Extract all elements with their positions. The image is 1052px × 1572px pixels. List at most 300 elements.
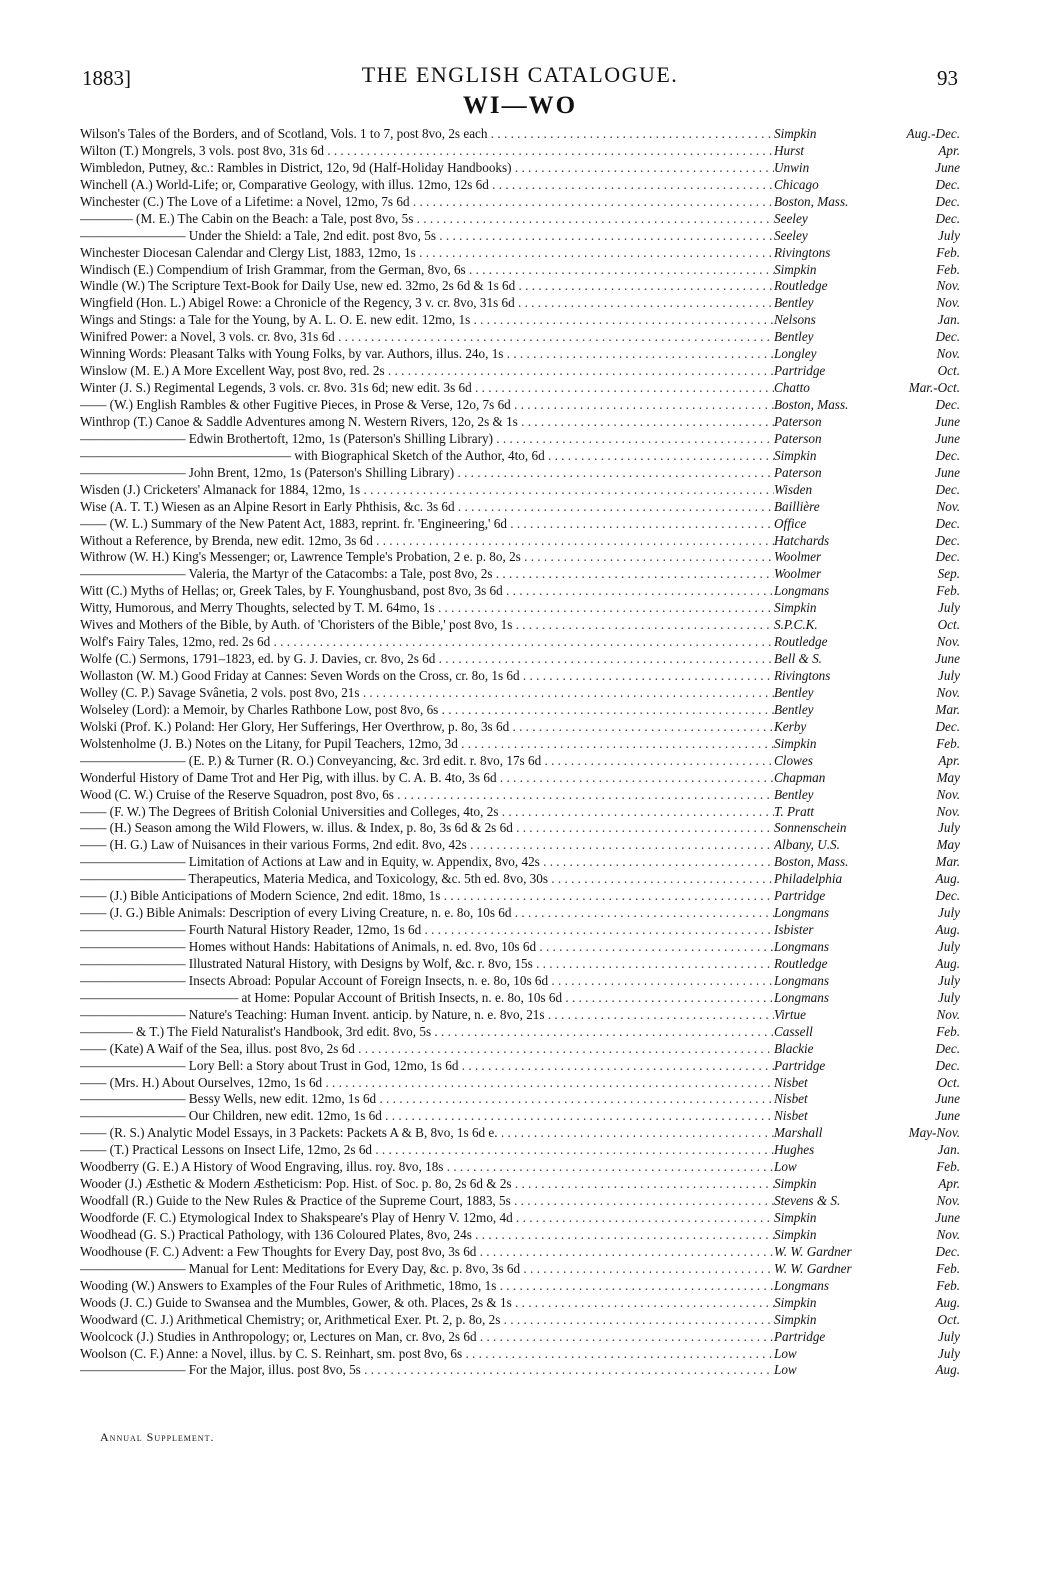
entry-description: Winter (J. S.) Regimental Legends, 3 vols. cr. 8vo. 31s 6d; new edit. 3s 6d . . . [80,380,774,397]
entry-date: Oct. [937,363,960,379]
catalogue-entry [80,719,960,736]
entry-description: Woodfall (R.) Guide to the New Rules & Practice of the Supreme Court, 1883, 5s . . . [80,1193,774,1210]
entry-description: Winifred Power: a Novel, 3 vols. cr. 8vo, 31s 6d . . . [80,329,774,346]
catalogue-entry [80,143,960,160]
entry-description: ———————— Nature's Teaching: Human Invent. anticip. by Nature, n. e. 8vo, 21s . . . [80,1007,774,1024]
entry-description: Woodhead (G. S.) Practical Pathology, with 136 Coloured Plates, 8vo, 24s . . . [80,1227,774,1244]
entry-description: —— (J. G.) Bible Animals: Description of every Living Creature, n. e. 8o, 10s 6d . . . [80,905,774,922]
entry-publisher: Rivingtons [774,668,831,683]
entry-description: ———————— (E. P.) & Turner (R. O.) Conveyancing, &c. 3rd edit. r. 8vo, 17s 6d . . . [80,753,774,770]
catalogue-entry [80,837,960,854]
entry-description: Wolstenholme (J. B.) Notes on the Litany, for Pupil Teachers, 12mo, 3d . . . [80,736,774,753]
entry-description: Woolcock (J.) Studies in Anthropology; or, Lectures on Man, cr. 8vo, 2s 6d . . . [80,1329,774,1346]
entry-description: —— (Kate) A Waif of the Sea, illus. post 8vo, 2s 6d . . . [80,1041,774,1058]
catalogue-entry [80,414,960,431]
entry-description: ———————— For the Major, illus. post 8vo, 5s . . . [80,1362,774,1379]
entry-publisher: Low [774,1159,797,1175]
entry-publisher: Hughes [774,1142,815,1158]
entry-date: Sep. [937,566,960,582]
entry-publisher: Partridge [774,888,826,904]
catalogue-entries [80,126,960,1379]
entry-date: Apr. [938,752,960,768]
entry-publisher: Longmans [774,905,829,921]
page-header [80,58,960,88]
entry-publisher: Unwin [774,159,810,175]
catalogue-entry [80,702,960,719]
catalogue-entry [80,1261,960,1278]
catalogue-entry [80,516,960,533]
entry-description: Wolf's Fairy Tales, 12mo, red. 2s 6d . . . [80,634,774,651]
entry-date: Nov. [936,1226,960,1242]
entry-publisher: Simpkin [774,1294,817,1310]
catalogue-entry [80,1075,960,1092]
catalogue-entry [80,177,960,194]
catalogue-entry [80,736,960,753]
entry-date: June [935,1210,960,1225]
entry-description: ———— (M. E.) The Cabin on the Beach: a Tale, post 8vo, 5s . . . [80,211,774,228]
entry-publisher: Paterson [774,464,822,480]
entry-publisher: Simpkin [774,1210,817,1225]
entry-date: Feb. [936,1159,960,1175]
catalogue-entry [80,549,960,566]
entry-description: Woodward (C. J.) Arithmetical Chemistry; or, Arithmetical Exer. Pt. 2, p. 8o, 2s . . . [80,1312,774,1329]
entry-publisher: Longmans [774,939,829,954]
entry-date: Nov. [936,634,960,650]
entry-description: ———————— Lory Bell: a Story about Trust in God, 12mo, 1s 6d . . . [80,1058,774,1075]
entry-description: Wollaston (W. M.) Good Friday at Cannes: Seven Words on the Cross, cr. 8o, 1s 6d . . . [80,668,774,685]
entry-date: Nov. [936,803,960,819]
catalogue-entry [80,1125,960,1142]
catalogue-entry [80,160,960,177]
catalogue-entry [80,617,960,634]
entry-description: Woodhouse (F. C.) Advent: a Few Thoughts for Every Day, post 8vo, 3s 6d . . . [80,1244,774,1261]
entry-date: Aug. [935,922,960,938]
entry-date: Apr. [938,142,960,158]
entry-publisher: Albany, U.S. [774,837,840,853]
catalogue-entry [80,905,960,922]
catalogue-entry [80,380,960,397]
entry-description: —— (H. G.) Law of Nuisances in their various Forms, 2nd edit. 8vo, 42s . . . [80,837,774,854]
catalogue-entry [80,211,960,228]
catalogue-entry [80,634,960,651]
entry-description: —— (W.) English Rambles & other Fugitive Pieces, in Prose & Verse, 12o, 7s 6d . . . [80,397,774,414]
entry-description: —— (W. L.) Summary of the New Patent Act, 1883, reprint. fr. 'Engineering,' 6d . . . [80,516,774,533]
catalogue-entry [80,888,960,905]
entry-publisher: Longmans [774,989,829,1005]
entry-description: Wonderful History of Dame Trot and Her Pig, with illus. by C. A. B. 4to, 3s 6d . . . [80,770,774,787]
catalogue-entry [80,956,960,973]
entry-publisher: Simpkin [774,126,817,141]
catalogue-entry [80,583,960,600]
catalogue-entry [80,804,960,821]
entry-publisher: Longley [774,346,817,362]
entry-date: Nov. [936,1193,960,1209]
entry-description: ———————— Fourth Natural History Reader, 12mo, 1s 6d . . . [80,922,774,939]
entry-publisher: Chatto [774,380,810,396]
entry-description: ———————————— at Home: Popular Account of British Insects, n. e. 8o, 10s 6d . . . [80,990,774,1007]
catalogue-entry [80,753,960,770]
entry-publisher: Rivingtons [774,244,831,260]
catalogue-entry [80,1329,960,1346]
entry-date: July [938,905,960,921]
entry-date: Aug.-Dec. [906,126,960,141]
catalogue-entry [80,245,960,262]
catalogue-entry [80,1312,960,1329]
entry-publisher: Nelsons [774,312,816,328]
entry-date: Jan. [937,312,960,328]
entry-publisher: Virtue [774,1006,806,1022]
entry-publisher: W. W. Gardner [774,1243,852,1259]
entry-date: Feb. [936,735,960,751]
entry-date: July [938,820,960,836]
catalogue-entry [80,922,960,939]
entry-description: Wisden (J.) Cricketers' Almanack for 1884, 12mo, 1s . . . [80,482,774,499]
entry-date: July [938,939,960,954]
catalogue-entry [80,854,960,871]
entry-date: Oct. [937,617,960,633]
entry-description: Woodforde (F. C.) Etymological Index to Shakspeare's Play of Henry V. 12mo, 4d . . . [80,1210,774,1227]
entry-description: ———————— Bessy Wells, new edit. 12mo, 1s 6d . . . [80,1091,774,1108]
entry-description: Woolson (C. F.) Anne: a Novel, illus. by C. S. Reinhart, sm. post 8vo, 6s . . . [80,1346,774,1363]
entry-publisher: Office [774,515,807,531]
entry-date: June [935,159,960,175]
entry-publisher: Seeley [774,227,808,243]
entry-date: Nov. [936,786,960,802]
entry-date: Feb. [936,261,960,277]
catalogue-entry [80,1244,960,1261]
entry-publisher: Boston, Mass. [774,854,849,870]
entry-publisher: Paterson [774,430,822,446]
catalogue-entry [80,685,960,702]
catalogue-entry [80,1346,960,1363]
entry-publisher: Low [774,1362,797,1378]
entry-description: ———————————————— with Biographical Sketch of the Author, 4to, 6d . . . [80,448,774,465]
entry-date: Oct. [937,1074,960,1090]
catalogue-entry [80,262,960,279]
entry-description: —— (F. W.) The Degrees of British Colonial Universities and Colleges, 4to, 2s . . . [80,804,774,821]
entry-date: Aug. [935,955,960,971]
entry-date: Aug. [935,1362,960,1378]
catalogue-entry [80,1007,960,1024]
entry-publisher: Simpkin [774,447,817,463]
catalogue-entry [80,1091,960,1108]
entry-date: Dec. [935,1040,960,1056]
catalogue-entry [80,465,960,482]
entry-description: ———————— Our Children, new edit. 12mo, 1s 6d . . . [80,1108,774,1125]
entry-description: —— (T.) Practical Lessons on Insect Life, 12mo, 2s 6d . . . [80,1142,774,1159]
entry-date: Aug. [935,1294,960,1310]
footer-note: Annual Supplement. [100,1430,215,1444]
entry-date: Feb. [936,1260,960,1276]
entry-date: Mar. [935,701,960,717]
catalogue-entry [80,431,960,448]
catalogue-entry [80,600,960,617]
entry-description: Winslow (M. E.) A More Excellent Way, post 8vo, red. 2s . . . [80,363,774,380]
entry-description: Wolseley (Lord): a Memoir, by Charles Rathbone Low, post 8vo, 6s . . . [80,702,774,719]
catalogue-entry [80,1058,960,1075]
entry-publisher: Routledge [774,955,828,971]
entry-publisher: Partridge [774,1057,826,1073]
entry-publisher: Sonnenschein [774,820,847,836]
entry-description: ———————— Limitation of Actions at Law and in Equity, w. Appendix, 8vo, 42s . . . [80,854,774,871]
catalogue-entry [80,939,960,956]
entry-description: —— (H.) Season among the Wild Flowers, w. illus. & Index, p. 8o, 3s 6d & 2s 6d . . . [80,820,774,837]
entry-publisher: Simpkin [774,1176,817,1192]
catalogue-entry [80,194,960,211]
entry-publisher: Paterson [774,413,822,429]
entry-publisher: Partridge [774,1328,826,1344]
entry-description: Winning Words: Pleasant Talks with Young Folks, by var. Authors, illus. 24o, 1s . . . [80,346,774,363]
entry-date: Dec. [935,1057,960,1073]
entry-description: Wise (A. T. T.) Wiesen as an Alpine Resort in Early Phthisis, &c. 3s 6d . . . [80,499,774,516]
entry-date: Nov. [936,278,960,294]
entry-date: June [935,651,960,667]
catalogue-entry [80,566,960,583]
catalogue-entry [80,448,960,465]
entry-publisher: Nisbet [774,1091,808,1107]
entry-date: Dec. [935,176,960,192]
entry-description: —— (R. S.) Analytic Model Essays, in 3 Packets: Packets A & B, 8vo, 1s 6d e. . . . [80,1125,774,1142]
entry-publisher: Bentley [774,329,814,345]
entry-date: Mar. [935,854,960,870]
entry-description: ———————— Valeria, the Martyr of the Catacombs: a Tale, post 8vo, 2s . . . [80,566,774,583]
entry-publisher: Blackie [774,1040,814,1056]
entry-publisher: Longmans [774,972,829,988]
entry-description: ———————— John Brent, 12mo, 1s (Paterson's Shilling Library) . . . [80,465,774,482]
entry-publisher: Baillière [774,498,820,514]
entry-description: ———————— Insects Abroad: Popular Account of Foreign Insects, n. e. 8o, 10s 6d . . . [80,973,774,990]
entry-publisher: Wisden [774,481,813,497]
entry-publisher: Hatchards [774,532,830,548]
entry-description: ———————— Illustrated Natural History, with Designs by Wolf, &c. r. 8vo, 15s . . . [80,956,774,973]
catalogue-entry [80,397,960,414]
entry-description: ———————— Homes without Hands: Habitations of Animals, n. ed. 8vo, 10s 6d . . . [80,939,774,956]
entry-description: Wilson's Tales of the Borders, and of Scotland, Vols. 1 to 7, post 8vo, 2s each . . . [80,126,774,143]
catalogue-entry [80,1362,960,1379]
entry-date: Dec. [935,549,960,565]
entry-publisher: Low [774,1345,797,1361]
catalogue-entry [80,871,960,888]
entry-date: Dec. [935,1243,960,1259]
entry-publisher: Hurst [774,142,805,158]
catalogue-entry [80,1227,960,1244]
entry-description: ———————— Manual for Lent: Meditations for Every Day, &c. p. 8vo, 3s 6d . . . [80,1261,774,1278]
entry-publisher: Chapman [774,769,826,785]
entry-publisher: S.P.C.K. [774,617,818,633]
entry-publisher: Bell & S. [774,651,822,667]
catalogue-entry [80,1210,960,1227]
entry-date: July [938,600,960,616]
entry-description: Windle (W.) The Scripture Text-Book for Daily Use, new ed. 32mo, 2s 6d & 1s 6d . . . [80,278,774,295]
entry-date: Dec. [935,515,960,531]
entry-description: Wolfe (C.) Sermons, 1791–1823, ed. by G. J. Davies, cr. 8vo, 2s 6d . . . [80,651,774,668]
catalogue-entry [80,820,960,837]
section-title: WI—WO [462,92,578,119]
catalogue-entry [80,482,960,499]
entry-publisher: Longmans [774,583,829,599]
entry-description: Winchell (A.) World-Life; or, Comparative Geology, with illus. 12mo, 12s 6d . . . [80,177,774,194]
catalogue-entry [80,1278,960,1295]
entry-description: Wooding (W.) Answers to Examples of the Four Rules of Arithmetic, 18mo, 1s . . . [80,1278,774,1295]
entry-publisher: W. W. Gardner [774,1260,852,1276]
catalogue-entry [80,363,960,380]
entry-publisher: Cassell [774,1023,813,1039]
catalogue-entry [80,533,960,550]
catalogue-entry [80,1041,960,1058]
catalogue-entry [80,1159,960,1176]
catalogue-entry [80,1024,960,1041]
entry-date: Nov. [936,346,960,362]
catalogue-entry [80,1176,960,1193]
catalogue-entry [80,973,960,990]
catalogue-entry [80,990,960,1007]
entry-publisher: Woolmer [774,549,822,565]
entry-date: Dec. [935,329,960,345]
entry-date: June [935,464,960,480]
entry-publisher: Simpkin [774,735,817,751]
entry-date: July [938,972,960,988]
entry-publisher: Bentley [774,295,814,311]
entry-date: Feb. [936,244,960,260]
entry-date: July [938,227,960,243]
entry-publisher: Clowes [774,752,813,768]
entry-date: May [936,837,960,853]
entry-date: Nov. [936,498,960,514]
entry-date: June [935,430,960,446]
entry-description: Witty, Humorous, and Merry Thoughts, selected by T. M. 64mo, 1s . . . [80,600,774,617]
entry-description: ———————— Therapeutics, Materia Medica, and Toxicology, &c. 5th ed. 8vo, 30s . . . [80,871,774,888]
entry-date: Nov. [936,684,960,700]
entry-description: Wood (C. W.) Cruise of the Reserve Squadron, post 8vo, 6s . . . [80,787,774,804]
entry-date: Dec. [935,397,960,412]
entry-publisher: Longmans [774,1277,829,1293]
entry-date: Dec. [935,718,960,734]
entry-date: July [938,1328,960,1344]
entry-description: ———— & T.) The Field Naturalist's Handbook, 3rd edit. 8vo, 5s . . . [80,1024,774,1041]
catalogue-entry [80,1295,960,1312]
entry-date: Dec. [935,481,960,497]
entry-publisher: Nisbet [774,1074,808,1090]
entry-date: Dec. [935,193,960,209]
entry-description: Winthrop (T.) Canoe & Saddle Adventures among N. Western Rivers, 12o, 2s & 1s . . . [80,414,774,431]
entry-publisher: Kerby [774,718,807,734]
entry-publisher: Chicago [774,176,819,192]
entry-description: Wolski (Prof. K.) Poland: Her Glory, Her Sufferings, Her Overthrow, p. 8o, 3s 6d . . . [80,719,774,736]
entry-description: Witt (C.) Myths of Hellas; or, Greek Tales, by F. Younghusband, post 8vo, 3s 6d . . . [80,583,774,600]
entry-description: Woods (J. C.) Guide to Swansea and the Mumbles, Gower, & oth. Places, 2s & 1s . . . [80,1295,774,1312]
entry-description: Withrow (W. H.) King's Messenger; or, Lawrence Temple's Probation, 2 e. p. 8o, 2s . . . [80,549,774,566]
entry-date: May-Nov. [908,1125,960,1141]
entry-publisher: Woolmer [774,566,822,582]
catalogue-entry [80,346,960,363]
entry-description: ———————— Edwin Brothertoft, 12mo, 1s (Paterson's Shilling Library) . . . [80,431,774,448]
entry-date: Aug. [935,871,960,887]
running-title: THE ENGLISH CATALOGUE. [361,62,679,87]
entry-date: June [935,413,960,429]
entry-description: Wingfield (Hon. L.) Abigel Rowe: a Chronicle of the Regency, 3 v. cr. 8vo, 31s 6d . . . [80,295,774,312]
entry-date: Dec. [935,210,960,226]
catalogue-entry [80,668,960,685]
catalogue-entry [80,1193,960,1210]
entry-description: Wilton (T.) Mongrels, 3 vols. post 8vo, 31s 6d . . . [80,143,774,160]
entry-publisher: Bentley [774,684,814,700]
entry-date: Dec. [935,532,960,548]
entry-date: Nov. [936,1006,960,1022]
entry-description: Winchester Diocesan Calendar and Clergy List, 1883, 12mo, 1s . . . [80,245,774,262]
catalogue-entry [80,499,960,516]
entry-publisher: Nisbet [774,1108,808,1124]
entry-date: July [938,668,960,683]
catalogue-entry [80,295,960,312]
entry-date: July [938,1345,960,1361]
entry-publisher: Simpkin [774,1226,817,1242]
entry-date: Dec. [935,888,960,904]
entry-publisher: Seeley [774,210,808,226]
entry-publisher: Boston, Mass. [774,397,849,412]
entry-description: —— (Mrs. H.) About Ourselves, 12mo, 1s 6d . . . [80,1075,774,1092]
entry-date: Mar.-Oct. [908,380,960,396]
entry-description: ———————— Under the Shield: a Tale, 2nd edit. post 8vo, 5s . . . [80,228,774,245]
entry-description: Wimbledon, Putney, &c.: Rambles in District, 12o, 9d (Half-Holiday Handbooks) . . . [80,160,774,177]
entry-date: Apr. [938,1176,960,1192]
catalogue-entry [80,651,960,668]
page-number: 93 [937,66,958,90]
entry-date: Jan. [937,1142,960,1158]
entry-description: —— (J.) Bible Anticipations of Modern Science, 2nd edit. 18mo, 1s . . . [80,888,774,905]
catalogue-entry [80,1108,960,1125]
entry-description: Without a Reference, by Brenda, new edit. 12mo, 3s 6d . . . [80,533,774,550]
entry-description: Wolley (C. P.) Savage Svânetia, 2 vols. post 8vo, 21s . . . [80,685,774,702]
entry-publisher: Bentley [774,701,814,717]
year-label: 1883] [82,66,131,90]
catalogue-entry [80,312,960,329]
entry-publisher: Philadelphia [774,871,843,887]
entry-publisher: Isbister [774,922,814,938]
catalogue-entry [80,329,960,346]
entry-publisher: Bentley [774,786,814,802]
entry-date: July [938,989,960,1005]
entry-publisher: Stevens & S. [774,1193,841,1209]
catalogue-entry [80,1142,960,1159]
entry-date: Dec. [935,447,960,463]
entry-publisher: Routledge [774,634,828,650]
catalogue-entry [80,126,960,143]
entry-publisher: Simpkin [774,261,817,277]
entry-date: June [935,1108,960,1124]
catalogue-entry [80,228,960,245]
entry-description: Wings and Stings: a Tale for the Young, by A. L. O. E. new edit. 12mo, 1s . . . [80,312,774,329]
entry-description: Wives and Mothers of the Bible, by Auth. of 'Choristers of the Bible,' post 8vo, 1s . . . [80,617,774,634]
entry-description: Windisch (E.) Compendium of Irish Grammar, from the German, 8vo, 6s . . . [80,262,774,279]
entry-publisher: T. Pratt [774,803,815,819]
entry-publisher: Partridge [774,363,826,379]
entry-date: Nov. [936,295,960,311]
entry-date: Feb. [936,583,960,599]
entry-publisher: Simpkin [774,1311,817,1327]
entry-publisher: Boston, Mass. [774,193,849,209]
catalogue-entry [80,278,960,295]
entry-publisher: Routledge [774,278,828,294]
entry-date: Feb. [936,1277,960,1293]
entry-description: Woodberry (G. E.) A History of Wood Engraving, illus. roy. 8vo, 18s . . . [80,1159,774,1176]
entry-date: Oct. [937,1311,960,1327]
entry-date: Feb. [936,1023,960,1039]
entry-date: June [935,1091,960,1107]
entry-publisher: Marshall [774,1125,823,1141]
catalogue-entry [80,770,960,787]
entry-date: May [936,769,960,785]
entry-publisher: Simpkin [774,600,817,616]
